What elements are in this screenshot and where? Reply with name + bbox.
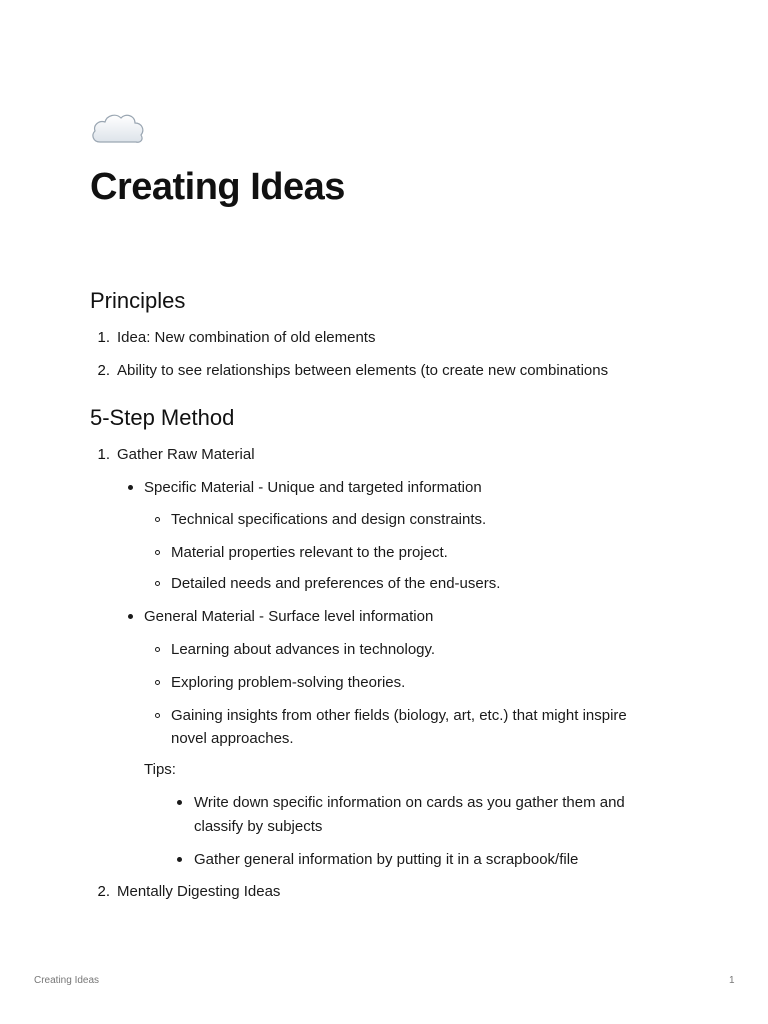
list-item: Exploring problem-solving theories. [171,674,406,691]
bullet-icon [128,614,133,619]
list-item: General Material - Surface level information [144,608,434,625]
list-item: Gather Raw Material [117,446,255,463]
list-item: Gaining insights from other fields (biology, art, etc.) that might inspire [171,707,627,724]
bullet-icon [177,800,182,805]
bullet-icon [155,713,160,718]
bullet-icon [155,647,160,652]
page-number: 1 [729,975,735,986]
bullet-icon [155,517,160,522]
list-number: 1. [97,446,110,463]
method-heading: 5-Step Method [90,405,235,430]
bullet-icon [128,485,133,490]
list-item: Specific Material - Unique and targeted information [144,479,482,496]
list-item: Detailed needs and preferences of the end-users. [171,575,501,592]
cloud-icon [90,108,146,148]
list-number: 2. [97,883,110,900]
list-item: Ability to see relationships between elements (to create new combinations [117,362,609,379]
principles-heading: Principles [90,288,186,313]
list-item: Technical specifications and design constraints. [171,511,487,528]
list-item-continuation: novel approaches. [171,730,294,747]
bullet-icon [155,581,160,586]
list-item-continuation: classify by subjects [194,818,323,835]
tips-label: Tips: [144,761,176,778]
list-item: Gather general information by putting it in a scrapbook/file [194,851,579,868]
list-item: Material properties relevant to the project. [171,544,448,561]
list-item: Idea: New combination of old elements [117,329,376,346]
list-item: Mentally Digesting Ideas [117,883,281,900]
bullet-icon [155,550,160,555]
bullet-icon [177,857,182,862]
footer-title: Creating Ideas [34,975,100,986]
page-title: Creating Ideas [90,166,345,208]
list-number: 2. [97,362,110,379]
bullet-icon [155,680,160,685]
list-item: Write down specific information on cards as you gather them and [194,794,625,811]
list-item: Learning about advances in technology. [171,641,436,658]
list-number: 1. [97,329,110,346]
